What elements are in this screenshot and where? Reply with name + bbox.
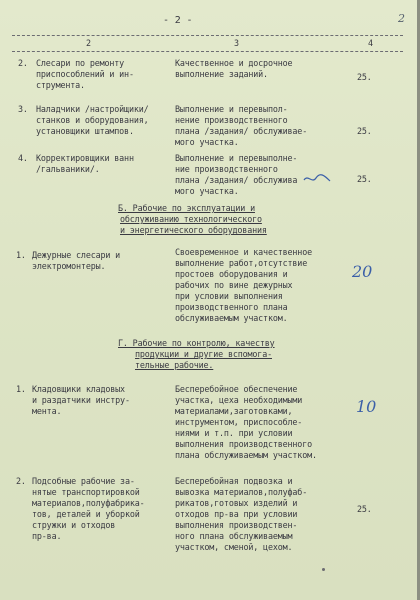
column-header-rule (12, 51, 403, 52)
condition-line: материалами,заготовками, (175, 406, 293, 416)
section-g-title-line: продукции и другие вспомога- (135, 349, 272, 359)
corner-number: 2 (398, 12, 405, 25)
condition-line: Бесперебойная подвозка и (175, 476, 293, 486)
worker-line: Кладовщики кладовых (32, 384, 125, 394)
section-g-title-line: Г. Рабочие по контролю, качеству (118, 338, 275, 348)
worker-line: Наладчики /настройщики/ (36, 104, 149, 114)
row-number: 1. (16, 250, 26, 260)
condition-line: Выполнение и перевыполне- (175, 153, 298, 163)
row-number: 3. (18, 104, 28, 114)
condition-line: мого участка. (175, 137, 239, 147)
page-number: - 2 - (163, 15, 193, 26)
condition-line: участка, цеха необходимыми (175, 395, 303, 405)
condition-line: инструментом, приспособле- (175, 417, 303, 427)
worker-line: Слесари по ремонту (36, 58, 125, 68)
condition-line: выполнения производственного (175, 439, 312, 449)
condition-line: обслуживаемым участком. (175, 313, 288, 323)
handwritten-scribble (302, 172, 332, 186)
worker-line: нятые транспортировкой (32, 487, 140, 497)
condition-line: выполнение заданий. (175, 69, 268, 79)
condition-line: участком, сменой, цехом. (175, 542, 293, 552)
worker-line: мента. (32, 406, 62, 416)
column-header-3: 3 (234, 38, 239, 48)
worker-line: пр-ва. (32, 531, 62, 541)
column-header-4: 4 (368, 38, 373, 48)
worker-line: материалов,полуфабрика- (32, 498, 145, 508)
worker-line: установщики штампов. (36, 126, 134, 136)
condition-line: мого участка. (175, 186, 239, 196)
handwritten-percent: 20 (352, 262, 373, 281)
row-number: 2. (16, 476, 26, 486)
condition-line: выполнения производствен- (175, 520, 298, 530)
worker-line: /гальваники/. (36, 164, 100, 174)
condition-line: ние производственного (175, 164, 278, 174)
condition-line: Бесперебойное обеспечение (175, 384, 298, 394)
condition-line: плана /задания/ обслуживае- (175, 126, 308, 136)
percent-value: 25. (357, 504, 372, 514)
percent-value: 25. (357, 72, 372, 82)
handwritten-percent: 10 (356, 397, 377, 416)
worker-line: приспособлений и ин- (36, 69, 134, 79)
worker-line: струмента. (36, 80, 85, 90)
condition-line: производственного плана (175, 302, 288, 312)
section-g-title-line: тельные рабочие. (135, 360, 214, 370)
worker-line: станков и оборудования, (36, 115, 149, 125)
row-number: 4. (18, 153, 28, 163)
row-number: 1. (16, 384, 26, 394)
condition-line: Выполнение и перевыпол- (175, 104, 288, 114)
row-number: 2. (18, 58, 28, 68)
worker-line: стружки и отходов (32, 520, 116, 530)
condition-line: рабочих по вине дежурных (175, 280, 293, 290)
worker-line: и раздатчики инстру- (32, 395, 130, 405)
section-b-title-line: обслуживанию технологического (120, 214, 262, 224)
worker-line: Дежурные слесари и (32, 250, 121, 260)
condition-line: отходов пр-ва при условии (175, 509, 298, 519)
percent-value: 25. (357, 174, 372, 184)
condition-line: простоев оборудования и (175, 269, 288, 279)
condition-line: вывозка материалов,полуфаб- (175, 487, 308, 497)
condition-line: плана /задания/ обслужива (175, 175, 298, 185)
condition-line: плана обслуживаемым участком. (175, 450, 317, 460)
condition-line: нение производственного (175, 115, 288, 125)
column-header-2: 2 (86, 38, 91, 48)
condition-line: рикатов,готовых изделий и (175, 498, 298, 508)
worker-line: электромонтеры. (32, 261, 106, 271)
section-b-title-line: Б. Рабочие по эксплуатации и (118, 203, 255, 213)
paper-mark (322, 568, 325, 571)
condition-line: Своевременное и качественное (175, 247, 312, 257)
section-b-title-line: и энергетического оборудования (120, 225, 267, 235)
worker-line: Подсобные рабочие за- (32, 476, 135, 486)
condition-line: ного плана обслуживаемым (175, 531, 293, 541)
worker-line: Корректировщики ванн (36, 153, 134, 163)
condition-line: при условии выполнения (175, 291, 283, 301)
table-top-rule (12, 35, 403, 36)
condition-line: ниями и т.п. при условии (175, 428, 293, 438)
condition-line: Качественное и досрочное (175, 58, 293, 68)
worker-line: тов, деталей и уборкой (32, 509, 140, 519)
percent-value: 25. (357, 126, 372, 136)
condition-line: выполнение работ,отсутствие (175, 258, 308, 268)
